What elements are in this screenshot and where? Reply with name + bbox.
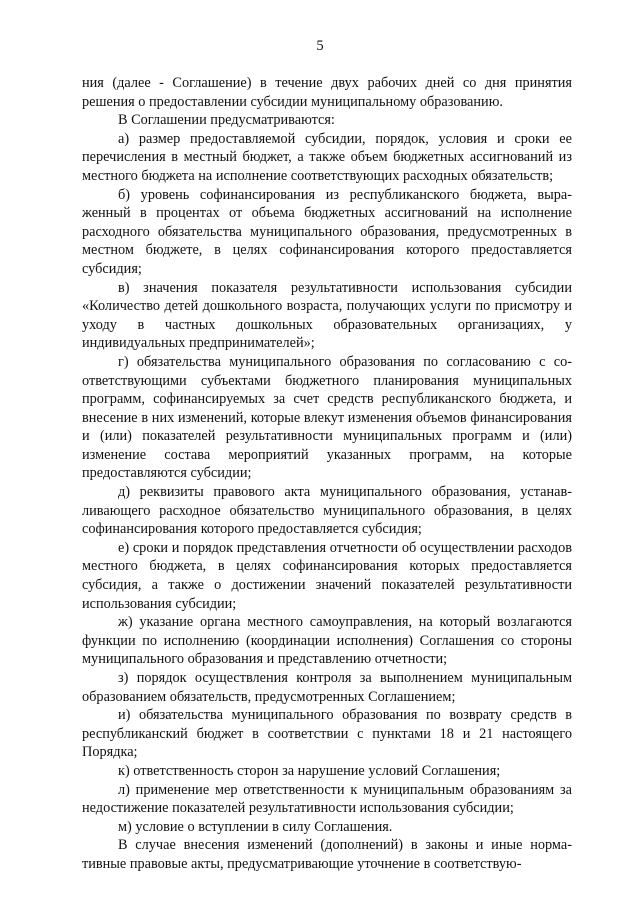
list-item-m: м) условие о вступлении в силу Соглашения.	[118, 818, 393, 835]
paragraph-amendments: В случае внесения изменений (дополнений) в законы и иные нормативные правовые акты, предусматривающие уточнение в соответствую-	[82, 837, 572, 872]
list-item-zh: ж) указание органа местного самоуправления, на который возлагаются функции по исполнению (координации исполнения) Соглашения со стороны муниципального образования и представлению отчетности;	[82, 614, 572, 668]
list-item-v: в) значения показателя результативности использования субсидии «Количество детей дошкольного возраста, получающих услуги по присмотру и уходу в частных дошкольных образовательных организациях, у индивидуальных предпринимателей»;	[82, 279, 572, 352]
list-item-e: е) сроки и порядок представления отчетности об осуществлении расходов местного бюджета, в целях софинансирования которых предоставляется субсидия, а также о достижении значений показателей результативности использования субсидии;	[82, 539, 572, 612]
list-item-l: л) применение мер ответственности к муниципальным образованиям за недостижение показателей результативности использования субсидии;	[82, 781, 572, 817]
list-item-d: д) реквизиты правового акта муниципального образования, устанавливающего расходное обязательство муниципального образования, в целях софинансирования которого предоставляется субсидия;	[82, 484, 572, 538]
document-body	[82, 74, 572, 874]
list-item-z: з) порядок осуществления контроля за выполнением муниципальным образованием обязательств, предусмотренных Соглашением;	[82, 670, 572, 705]
list-item-k: к) ответственность сторон за нарушение условий Соглашения;	[118, 762, 501, 779]
paragraph-continuation: ния (далее - Соглашение) в течение двух рабочих дней со дня принятия решения о предоставлении субсидии муниципальному образованию.	[82, 75, 572, 110]
list-item-g: г) обязательства муниципального образования по согласованию с соответствующими субъектами бюджетного планирования муниципальных программ, софинансируемых за счет средств республиканского бюджета, и внесение в них изменений, которые влекут изменения объемов финансирования и (или) показателей результативности муниципальных программ и (или) изменение состава мероприятий указанных программ, на которые предоставляются субсидии;	[82, 353, 572, 482]
list-item-a: а) размер предоставляемой субсидии, порядок, условия и сроки ее перечисления в местный бюджет, а также объем бюджетных ассигнований из местного бюджета на исполнение соответствующих расходных обязательств;	[82, 130, 572, 184]
list-item-b: б) уровень софинансирования из республиканского бюджета, выраженный в процентах от объема бюджетных ассигнований на исполнение расходного обязательства муниципального образования, предусмотренных в местном бюджете, в целях софинансирования которого предоставляется субсидия;	[82, 186, 572, 277]
page-number: 5	[316, 38, 324, 54]
list-item-i: и) обязательства муниципального образования по возврату средств в республиканский бюджет в соответствии с пунктами 18 и 21 настоящего Порядка;	[82, 707, 572, 761]
paragraph-agreement-intro: В Соглашении предусматриваются:	[118, 112, 335, 129]
